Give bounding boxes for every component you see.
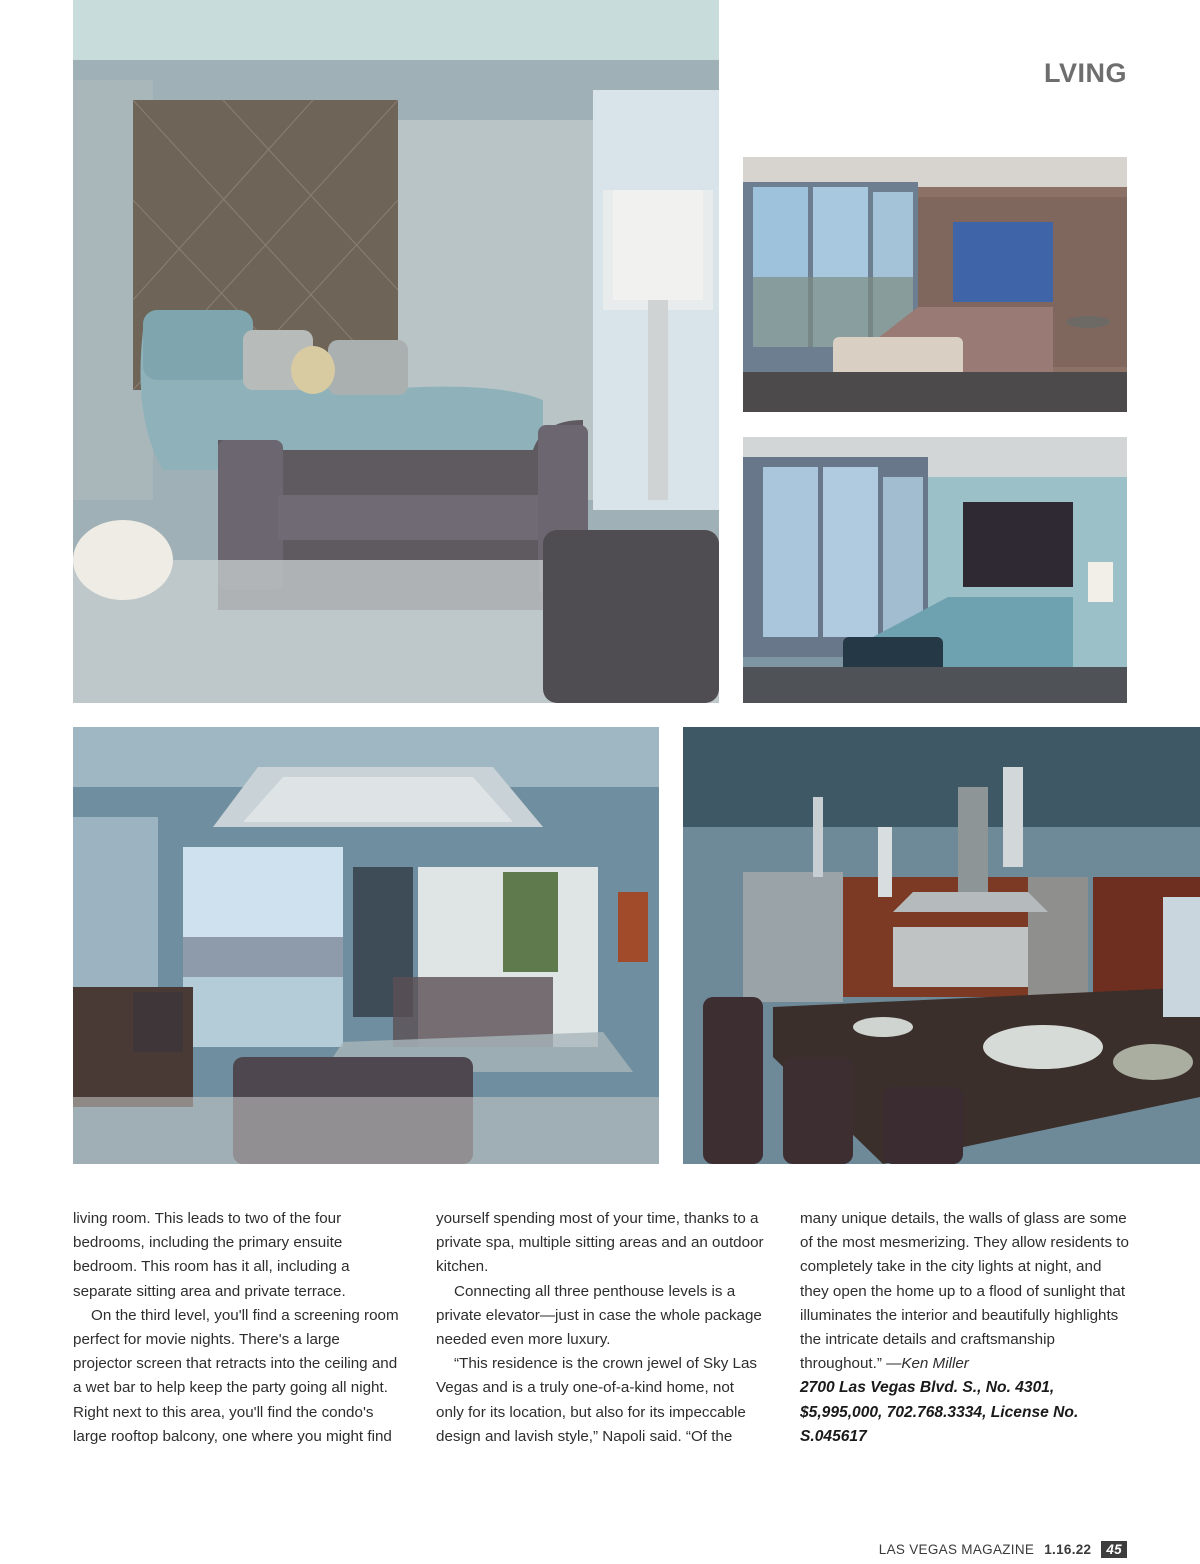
paragraph: On the third level, you'll find a screening room perfect for movie nights. There's a large projector screen that retracts into the ceiling and a wet bar to help keep the party going all night. Right next to this area, you'll find the condo's large rooftop balcony, one where you might find — [73, 1306, 399, 1445]
paragraph: living room. This leads to two of the four bedrooms, including the primary ensuite bedroom. This room has it all, including a separate sitting area and private terrace. — [73, 1210, 350, 1300]
article-column-3 — [800, 1207, 1130, 1449]
page-footer — [879, 1541, 1127, 1558]
bedroom-main-photo — [73, 0, 719, 703]
dining-room-photo — [73, 727, 659, 1164]
bedroom-blue-headboard-photo — [743, 157, 1127, 412]
section-label: LVING — [1044, 58, 1127, 88]
paragraph: yourself spending most of your time, thanks to a private spa, multiple sitting areas and an outdoor kitchen. — [436, 1210, 764, 1276]
paragraph — [800, 1207, 1130, 1376]
article-column-2 — [436, 1207, 766, 1449]
article-column-1 — [73, 1207, 403, 1449]
issue-date: 1.16.22 — [1044, 1542, 1092, 1557]
bedroom-teal-photo — [743, 437, 1127, 703]
kitchen-photo — [683, 727, 1200, 1164]
paragraph: Connecting all three penthouse levels is a private elevator—just in case the whole package needed even more luxury. — [436, 1282, 762, 1349]
magazine-name: LAS VEGAS MAGAZINE — [878, 1542, 1035, 1557]
paragraph-text: many unique details, the walls of glass are some of the most mesmerizing. They allow residents to completely take in the city lights at night, and they open the home up to a flood of sunlight that illuminates the interior and beautifully highlights the intricate details and craftsmanship throughout.” — [800, 1210, 1129, 1373]
author-attribution: —Ken Miller — [886, 1355, 969, 1373]
paragraph: “This residence is the crown jewel of Sky Las Vegas and is a truly one-of-a-kind home, not only for its location, but also for its impeccable design and lavish style,” Napoli said. “Of the — [436, 1355, 758, 1445]
page-number: 45 — [1101, 1541, 1127, 1558]
listing-details: 2700 Las Vegas Blvd. S., No. 4301, $5,995,000, 702.768.3334, License No. S.045617 — [800, 1379, 1079, 1445]
